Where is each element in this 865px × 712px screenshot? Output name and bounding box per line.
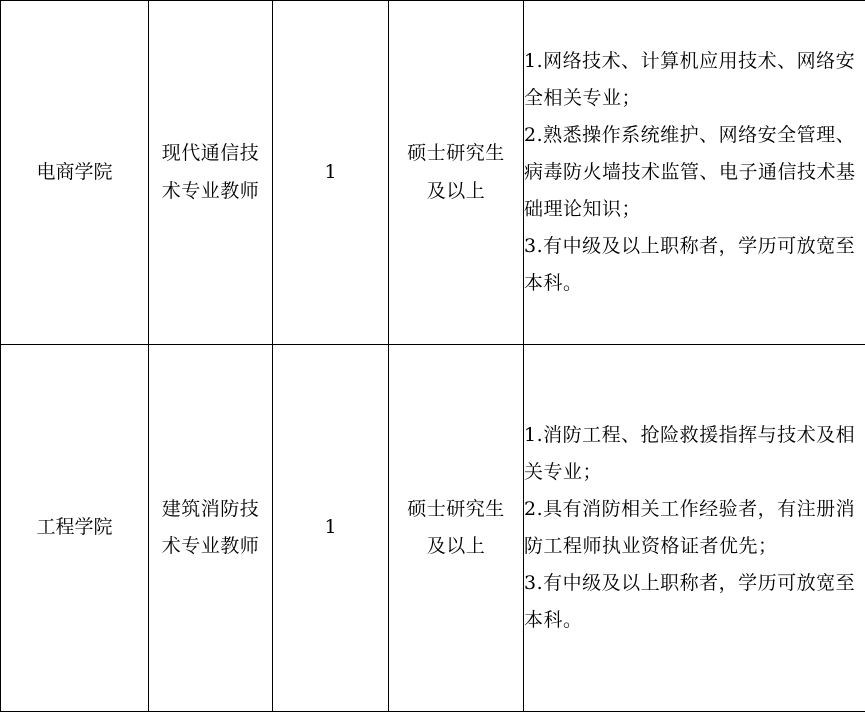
requirement-item: 1.消防工程、抢险救援指挥与技术及相关专业；	[524, 417, 865, 491]
cell-count: 1	[273, 345, 389, 712]
requirement-item: 2.熟悉操作系统维护、网络安全管理、病毒防火墙技术监管、电子通信技术基础理论知识；	[524, 117, 865, 228]
cell-count: 1	[273, 1, 389, 345]
cell-department: 电商学院	[1, 1, 149, 345]
requirement-item: 3.有中级及以上职称者，学历可放宽至本科。	[524, 228, 865, 302]
cell-position: 建筑消防技术专业教师	[149, 345, 273, 712]
requirement-item: 1.网络技术、计算机应用技术、网络安全相关专业；	[524, 43, 865, 117]
cell-position: 现代通信技术专业教师	[149, 1, 273, 345]
cell-education: 硕士研究生及以上	[389, 345, 524, 712]
requirement-item: 2.具有消防相关工作经验者，有注册消防工程师执业资格证者优先；	[524, 491, 865, 565]
cell-requirements	[524, 345, 865, 712]
table-row	[1, 1, 865, 345]
requirement-item: 3.有中级及以上职称者，学历可放宽至本科。	[524, 565, 865, 639]
table-row	[1, 345, 865, 712]
cell-education: 硕士研究生及以上	[389, 1, 524, 345]
cell-department: 工程学院	[1, 345, 149, 712]
cell-requirements	[524, 1, 865, 345]
